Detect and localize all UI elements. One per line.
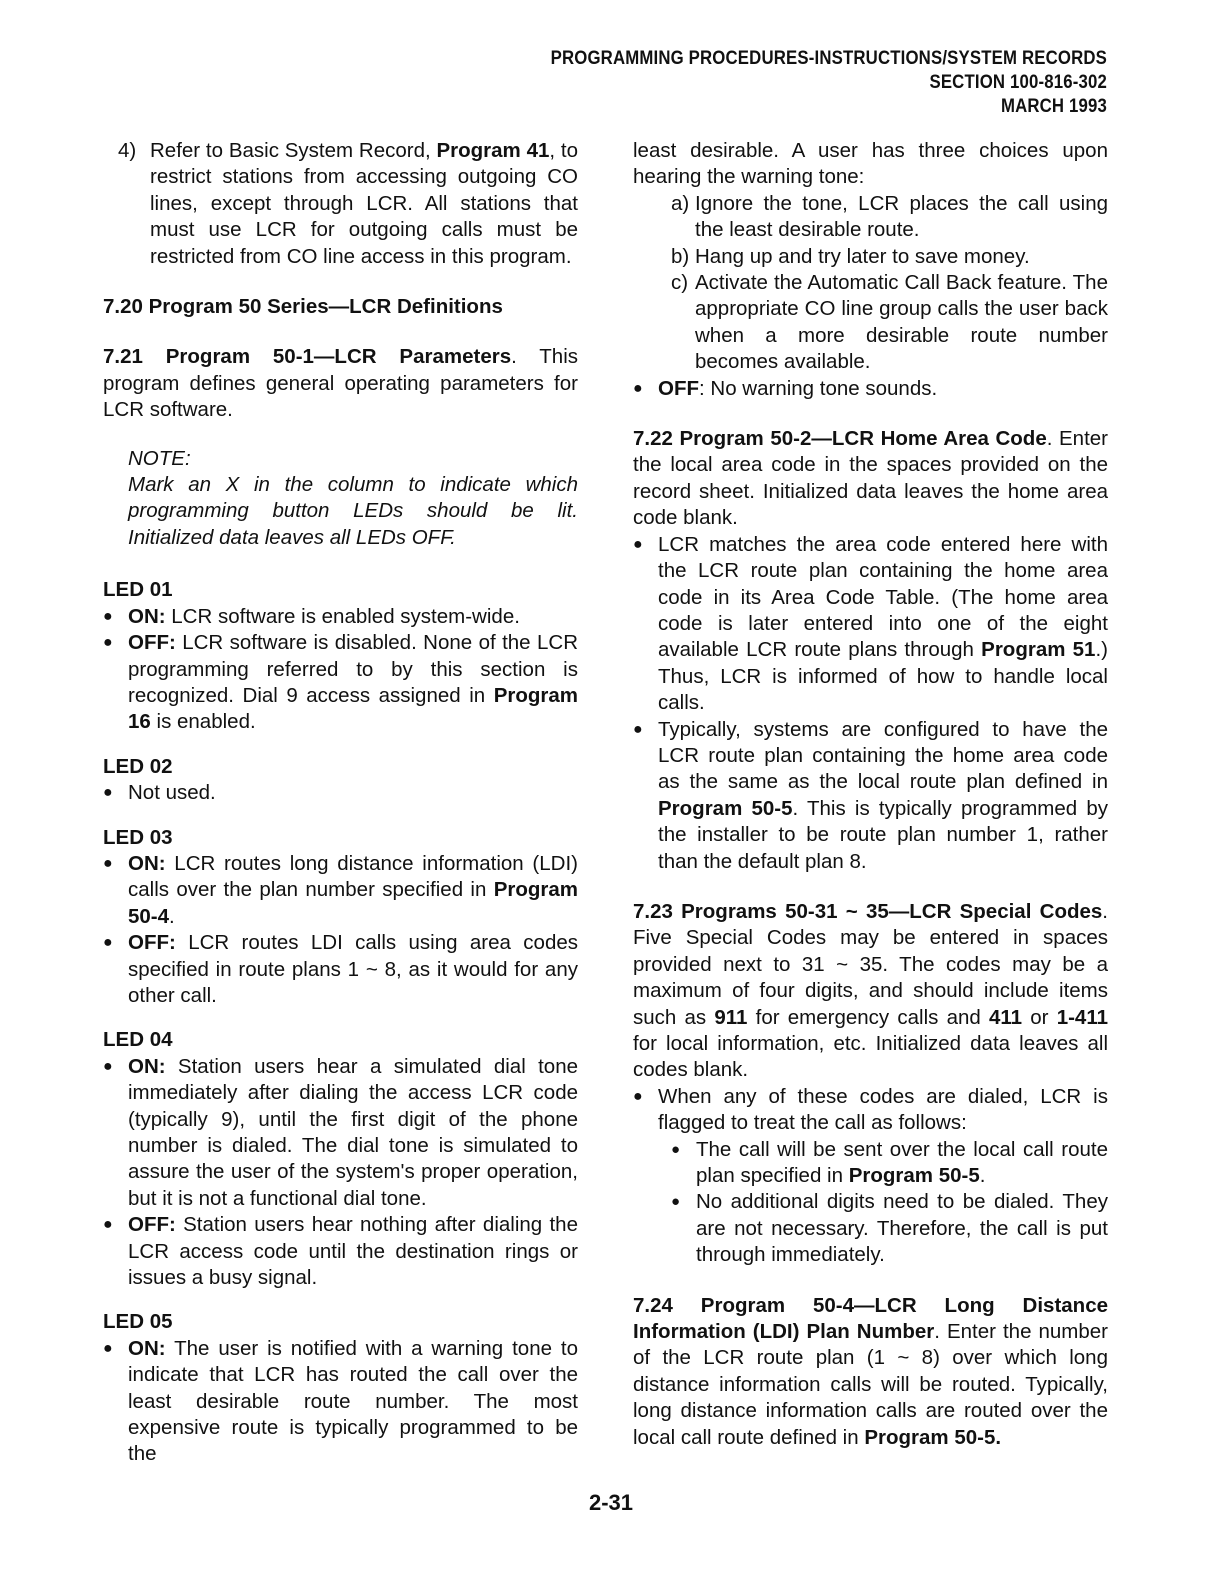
section-heading-7-22: 7.22 Program 50-2—LCR Home Area Code	[633, 427, 1047, 451]
section-heading-7-23: 7.23 Programs 50-31 ~ 35—LCR Special Codes	[633, 899, 1103, 923]
list-item: ● When any of these codes are dialed, LCR is flagged to treat the call as follows:	[633, 1084, 1108, 1137]
option-a: a) Ignore the tone, LCR places the call using the least desirable route.	[671, 191, 1108, 242]
bullet-icon: ●	[103, 1339, 113, 1357]
list-item: ● ON: LCR software is enabled system-wide.	[103, 604, 578, 630]
right-column	[633, 138, 1108, 1451]
item-text: Refer to Basic System Record, Program 41, to restrict stations from accessing outgoing CO lines, except through LCR. All stations that must use LCR for outgoing calls must be restricted from CO line access in this program.	[150, 139, 578, 268]
led-05-heading: LED 05	[103, 1310, 173, 1334]
bullet-icon: ●	[103, 634, 113, 652]
header-section: SECTION 100-816-302	[929, 71, 1107, 93]
bullet-icon: ●	[633, 1087, 643, 1105]
note-text: Mark an X in the column to indicate which programming button LEDs should be lit. Initialized data leaves all LEDs OFF.	[128, 473, 578, 549]
note-label: NOTE:	[128, 446, 191, 470]
list-item: ● ON: Station users hear a simulated dial tone immediately after dialing the access LCR code (typically 9), until the first digit of the phone number is dialed. The dial tone is simulated to assure the user of the system's proper operation, but it is not a functional dial tone.	[103, 1054, 578, 1212]
header-doc-title: PROGRAMMING PROCEDURES-INSTRUCTIONS/SYSTEM RECORDS	[550, 47, 1107, 69]
list-item: ● OFF: Station users hear nothing after dialing the LCR access code until the destination rings or issues a busy signal.	[103, 1212, 578, 1291]
bullet-icon: ●	[103, 934, 113, 952]
sub-list-item: ● The call will be sent over the local call route plan specified in Program 50-5.	[633, 1137, 1108, 1190]
list-item: ● OFF: LCR software is disabled. None of the LCR programming referred to by this section is recognized. Dial 9 access assigned in Program 16 is enabled.	[103, 630, 578, 736]
list-item: ● ON: LCR routes long distance information (LDI) calls over the plan number specified in Program 50-4.	[103, 851, 578, 930]
page-header	[551, 46, 1107, 118]
list-item: ● Not used.	[103, 780, 578, 806]
list-item: ● OFF: LCR routes LDI calls using area codes specified in route plans 1 ~ 8, as it would for any other call.	[103, 930, 578, 1009]
section-7-22: 7.22 Program 50-2—LCR Home Area Code. Enter the local area code in the spaces provided on the record sheet. Initialized data leaves the home area code blank.	[633, 427, 1108, 530]
led-03-heading: LED 03	[103, 825, 173, 849]
option-c: c) Activate the Automatic Call Back feature. The appropriate CO line group calls the user back when a more desirable route number becomes available.	[671, 271, 1108, 374]
list-item: ● LCR matches the area code entered here with the LCR route plan containing the home area code in its Area Code Table. (The home area code is later entered into one of the eight available LCR route plans through Program 51.) Thus, LCR is informed of how to handle local calls.	[633, 532, 1108, 717]
section-7-24: 7.24 Program 50-4—LCR Long Distance Information (LDI) Plan Number. Enter the number of the LCR route plan (1 ~ 8) over which long distance information calls will be routed. Typically, long distance information calls are routed over the local call route defined in Program 50-5.	[633, 1293, 1108, 1449]
option-b: b) Hang up and try later to save money.	[671, 244, 1030, 268]
bullet-icon: ●	[103, 854, 113, 872]
bullet-icon: ●	[103, 1057, 113, 1075]
bullet-icon: ●	[671, 1140, 681, 1158]
section-heading-7-24: 7.24 Program 50-4—LCR Long Distance Information (LDI) Plan Number	[633, 1293, 1108, 1344]
note-block	[128, 446, 578, 552]
list-item: ● Typically, systems are configured to have the LCR route plan containing the home area code as the same as the local route plan defined in Program 50-5. This is typically programmed by the installer to be route plan number 1, rather than the default plan 8.	[633, 717, 1108, 875]
bullet-icon: ●	[103, 607, 113, 625]
item-number: 4)	[118, 139, 137, 162]
list-item-4	[103, 138, 578, 270]
bullet-icon: ●	[633, 535, 643, 553]
bullet-icon: ●	[633, 720, 643, 738]
bullet-icon: ●	[633, 379, 643, 397]
header-date: MARCH 1993	[1000, 95, 1107, 117]
list-item: ● OFF: No warning tone sounds.	[633, 376, 1108, 402]
section-7-23: 7.23 Programs 50-31 ~ 35—LCR Special Codes. Five Special Codes may be entered in spaces provided next to 31 ~ 35. The codes may be a maximum of four digits, and should include items such as 911 for emergency calls and 411 or 1-411 for local information, etc. Initialized data leaves all codes blank.	[633, 899, 1108, 1082]
section-heading-7-20: 7.20 Program 50 Series—LCR Definitions	[103, 295, 503, 319]
led-02-heading: LED 02	[103, 754, 173, 778]
bullet-icon: ●	[103, 1216, 113, 1234]
section-7-21: 7.21 Program 50-1—LCR Parameters. This program defines general operating parameters for LCR software.	[103, 345, 579, 422]
bullet-icon: ●	[671, 1193, 681, 1211]
list-item: ● ON: The user is notified with a warning tone to indicate that LCR has routed the call over the least desirable route number. The most expensive route is typically programmed to be the	[103, 1336, 578, 1468]
page-number: 2-31	[588, 1490, 634, 1515]
led-04-heading: LED 04	[103, 1028, 173, 1052]
left-column	[103, 138, 578, 1468]
sub-list-item: ● No additional digits need to be dialed. They are not necessary. Therefore, the call is put through immediately.	[633, 1189, 1108, 1268]
section-heading-7-21: 7.21 Program 50-1—LCR Parameters	[103, 345, 512, 369]
continued-text: least desirable. A user has three choices upon hearing the warning tone:	[633, 139, 1108, 189]
led-01-heading: LED 01	[103, 578, 173, 602]
bullet-icon: ●	[103, 784, 113, 802]
